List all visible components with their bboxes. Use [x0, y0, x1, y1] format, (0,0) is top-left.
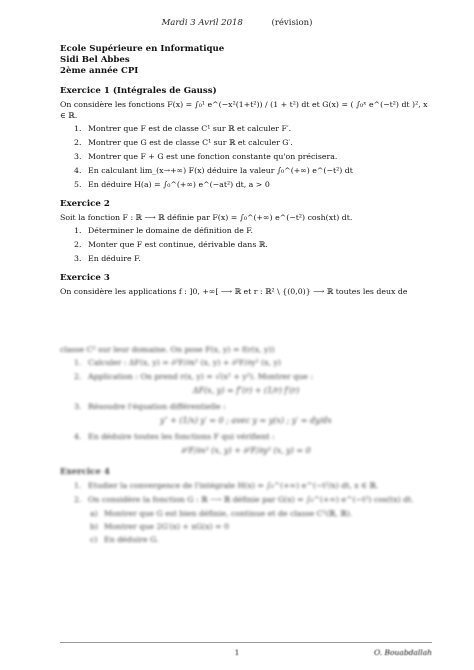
ex2-item-2-text: Monter que F est continue, dérivable dans ℝ. — [88, 240, 268, 249]
ex1-item-4-text: En calculant lim_(x→+∞) F(x) déduire la valeur ∫₀^(+∞) e^(−t²) dt — [88, 166, 353, 175]
ex4-item-2-num: 2. — [74, 495, 82, 504]
ex3-formula-2: ΔF(x, y) = f″(r) + (1/r) f′(r) — [192, 386, 300, 395]
ex4-sub-b — [90, 521, 432, 532]
ex4-sub-c-text: En déduire G. — [104, 535, 159, 544]
footer-rule — [60, 642, 432, 643]
ex2-item-2-num: 2. — [74, 240, 82, 249]
ex3-item-2-text: Application : On prend r(x, y) = √(x² + y²). Montrer que : — [88, 372, 313, 381]
ex1-item-5 — [74, 179, 432, 190]
ex3-formula-3: y″ + (1/x) y′ = 0 ; avec y = y(x) ; y′ = dy/dx — [160, 416, 332, 425]
exercises-blurred — [60, 344, 432, 547]
ex2-item-1-num: 1. — [74, 226, 82, 235]
ex1-item-4-num: 4. — [74, 166, 82, 175]
ex3-item-1-num: 1. — [74, 358, 82, 367]
ex3-title: Exercice 3 — [60, 273, 110, 283]
ex1-item-5-num: 5. — [74, 180, 82, 189]
ex2-item-3-text: En déduire F. — [88, 254, 141, 263]
ex3-item-1-text: Calculer : ΔF(x, y) = ∂²F/∂x² (x, y) + ∂²F/∂y² (x, y) — [88, 358, 281, 367]
ex2-intro: Soit la fonction F : ℝ ⟶ ℝ définie par F(x) = ∫₀^(+∞) e^(−t²) cosh(xt) dt. — [60, 213, 353, 222]
page-number: 1 — [234, 648, 240, 657]
institution-class: 2ème année CPI — [60, 66, 139, 76]
ex3-item-4-text: En déduire toutes les fonctions F qui vérifient : — [88, 432, 275, 441]
institution-city: Sidi Bel Abbes — [60, 55, 130, 65]
ex4-sub-c — [90, 534, 432, 545]
ex4-sub-a-text: Montrer que G est bien définie, continue et de classe C¹(ℝ, ℝ). — [104, 509, 353, 518]
ex2-item-3-num: 3. — [74, 254, 82, 263]
ex2-item-1 — [74, 225, 432, 236]
ex3-item-4-num: 4. — [74, 432, 82, 441]
ex4-item-2-text: On considère la fonction G : ℝ ⟶ ℝ définie par G(x) = ∫₀^(+∞) e^(−t²) cos(tx) dt. — [88, 495, 414, 504]
ex4-item-2 — [74, 494, 432, 505]
institution-block — [60, 44, 224, 77]
ex3-formula-4: ∂²F/∂x² (x, y) + ∂²F/∂y² (x, y) = 0 — [181, 446, 311, 455]
ex2-item-2 — [74, 239, 432, 250]
ex1-item-2-num: 2. — [74, 138, 82, 147]
ex3-item-3-text: Résoudre l'équation différentielle : — [88, 402, 226, 411]
ex4-sub-b-num: b) — [90, 522, 99, 531]
ex3-intro-line-2: classe C² sur leur domaine. On pose F(x, y) = f(r(x, y)) — [60, 345, 275, 354]
ex1-item-4 — [74, 165, 432, 176]
ex1-item-1 — [74, 123, 432, 134]
ex4-sub-b-text: Montrer que 2G′(x) + xG(x) = 0 — [104, 522, 229, 531]
ex1-item-3 — [74, 151, 432, 162]
ex3-intro-line-1: On considère les applications f : ]0, +∞[ ⟶ ℝ et r : ℝ² \ {(0,0)} ⟶ ℝ toutes les deux de — [60, 287, 408, 296]
ex1-item-2 — [74, 137, 432, 148]
ex2-title: Exercice 2 — [60, 199, 110, 209]
ex4-item-1-num: 1. — [74, 481, 82, 490]
ex1-intro: On considère les fonctions F(x) = ∫₀¹ e^(−x²(1+t²)) / (1 + t²) dt et G(x) = ( ∫₀ˣ e^(−t²) dt )², x ∈ ℝ. — [60, 100, 428, 120]
ex3-item-3 — [74, 401, 432, 412]
ex1-title: Exercice 1 (Intégrales de Gauss) — [60, 86, 217, 96]
header-revision: (révision) — [271, 18, 313, 28]
ex3-item-4 — [74, 431, 432, 442]
ex1-item-3-num: 3. — [74, 152, 82, 161]
ex4-item-1-text: Etudier la convergence de l'intégrale H(x) = ∫₀^(+∞) e^(−t²/x) dt, x ∈ ℝ. — [88, 481, 379, 490]
ex1-item-5-text: En déduire H(a) = ∫₀^(+∞) e^(−at²) dt, a > 0 — [88, 180, 270, 189]
author-name: O. Bouabdallah — [374, 648, 432, 657]
ex2-item-1-text: Déterminer le domaine de définition de F. — [88, 226, 253, 235]
ex3-item-2-num: 2. — [74, 372, 82, 381]
ex1-item-1-text: Montrer que F est de classe C¹ sur ℝ et calculer F′. — [88, 124, 292, 133]
ex2-item-3 — [74, 253, 432, 264]
ex3-item-2 — [74, 371, 432, 382]
ex4-sub-a — [90, 508, 432, 519]
ex4-sub-a-num: a) — [90, 509, 98, 518]
page-header — [0, 18, 474, 28]
ex1-item-3-text: Montrer que F + G est une fonction constante qu'on précisera. — [88, 152, 338, 161]
header-date: Mardi 3 Avril 2018 — [161, 18, 243, 28]
ex4-item-1 — [74, 480, 432, 491]
ex3-item-1 — [74, 357, 432, 368]
ex3-item-3-num: 3. — [74, 402, 82, 411]
institution-name: Ecole Supérieure en Informatique — [60, 44, 225, 54]
ex4-sub-c-num: c) — [90, 535, 98, 544]
ex1-item-2-text: Montrer que G est de classe C¹ sur ℝ et calculer G′. — [88, 138, 293, 147]
exercises-sharp — [60, 86, 432, 297]
ex4-title: Exercice 4 — [60, 467, 110, 477]
ex1-item-1-num: 1. — [74, 124, 82, 133]
